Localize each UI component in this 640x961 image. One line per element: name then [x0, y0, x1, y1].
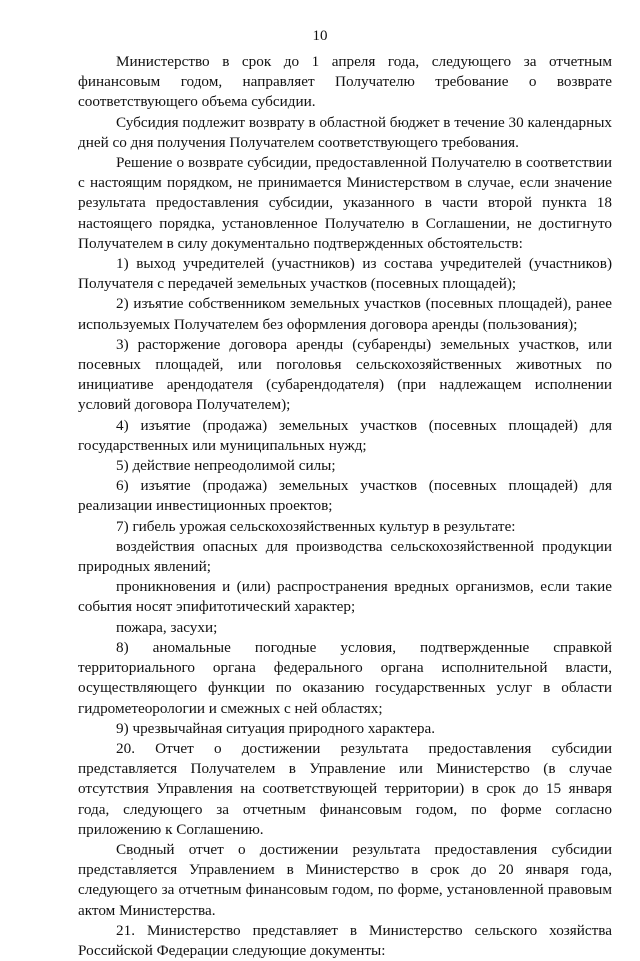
paragraph-ministry-return-request: Министерство в срок до 1 апреля года, следующего за отчетным финансовым годом, направляет Получателю требование о возврате соответствующего объема субсидии.: [78, 53, 612, 111]
list-item-4: 4) изъятие (продажа) земельных участков (посевных площадей) для государственных или муниципальных нужд;: [78, 416, 612, 454]
paragraph-refund-term: Субсидия подлежит возврату в областной бюджет в течение 30 календарных дней со дня получения Получателем соответствующего требования.: [78, 113, 612, 151]
list-item-3: 3) расторжение договора аренды (субаренды) земельных участков, или посевных площадей, или поголовья сельскохозяйственных животных по инициативе арендодателя (субарендодателя) (при надлежащем исполнении условий договора Получателем);: [78, 335, 612, 414]
paragraph-summary-report: Сводный отчет о достижении результата предоставления субсидии представляется Управлением в Министерство в срок до 20 января года, следующего за отчетным финансовым годом, по форме, установленной правовым актом Министерства.: [78, 840, 612, 919]
paragraph-clause-20: 20. Отчет о достижении результата предоставления субсидии представляется Получателем в Управление или Министерство (в случае отсутствия Управления на соответствующей территории) в срок до 15 января года, следующего за отчетным финансовым годом, по форме согласно приложению к Соглашению.: [78, 739, 612, 838]
list-item-6: 6) изъятие (продажа) земельных участков (посевных площадей) для реализации инвестиционных проектов;: [78, 477, 612, 515]
paragraph-refund-exception: Решение о возврате субсидии, предоставленной Получателю в соответствии с настоящим порядком, не принимается Министерством в случае, если значение результата предоставления субсидии, указанного в части второй пункта 18 настоящего порядка, установленное Получателю в Соглашении, не достигнуто Получателем в силу документально подтвержденных обстоятельств:: [78, 154, 612, 252]
document-body: [78, 52, 612, 961]
list-item-1: 1) выход учредителей (участников) из состава учредителей (участников) Получателя с передачей земельных участков (посевных площадей);: [78, 255, 612, 293]
list-item-7-sub-natural: воздействия опасных для производства сельскохозяйственной продукции природных явлений;: [78, 537, 612, 576]
list-item-7-sub-fire: пожара, засухи;: [116, 618, 218, 636]
paragraph-clause-21: 21. Министерство представляет в Министерство сельского хозяйства Российской Федерации следующие документы:: [78, 921, 612, 959]
list-item-8: 8) аномальные погодные условия, подтвержденные справкой территориального органа федерального органа исполнительной власти, осуществляющего функции по оказанию государственных услуг в области гидрометеорологии и смежных с ней областях;: [78, 638, 612, 717]
scan-speck: [131, 858, 133, 860]
list-item-2: 2) изъятие собственником земельных участков (посевных площадей), ранее используемых Получателем без оформления договора аренды (пользования);: [78, 295, 612, 333]
list-item-7: 7) гибель урожая сельскохозяйственных культур в результате:: [116, 517, 516, 535]
list-item-5: 5) действие непреодолимой силы;: [116, 457, 336, 475]
page-number: 10: [312, 28, 328, 44]
list-item-7-sub-pests: проникновения и (или) распространения вредных организмов, если такие события носят эпифитотический характер;: [78, 578, 612, 616]
list-item-9: 9) чрезвычайная ситуация природного характера.: [116, 719, 436, 737]
